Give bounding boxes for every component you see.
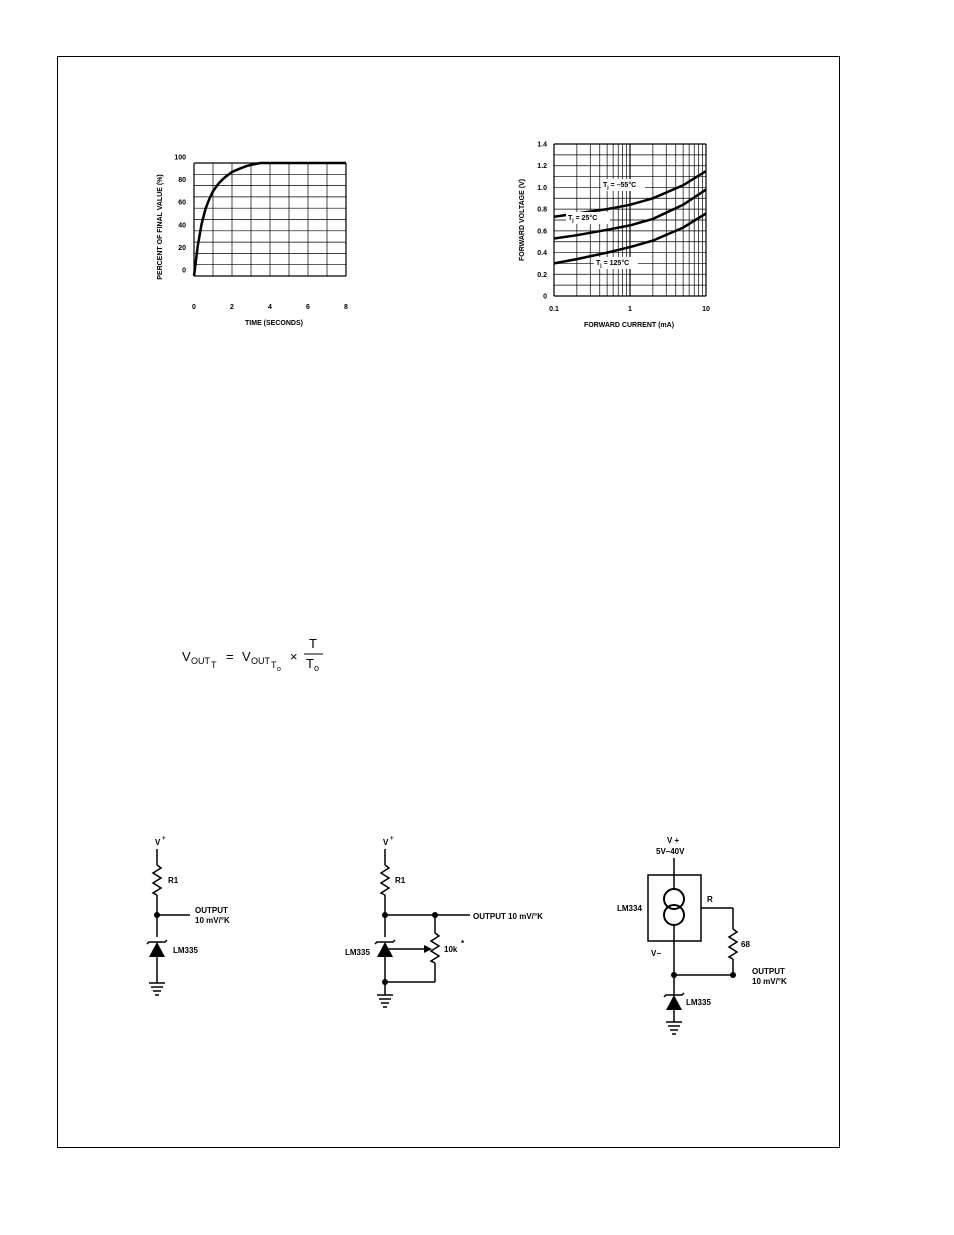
output-label: OUTPUT	[195, 906, 228, 915]
eq-out: OUT	[191, 656, 210, 666]
response-time-chart	[150, 135, 370, 340]
r1-resistor	[381, 865, 389, 895]
vplus-label: V	[155, 838, 161, 847]
series-label: $T_j = -55^\circ C$	[603, 182, 637, 191]
eq-sub-to: T	[271, 660, 277, 670]
device-label: LM335	[686, 998, 711, 1007]
y-tick-label: 0.4	[537, 250, 547, 258]
y-tick-label: 0	[182, 267, 186, 275]
ground-icon	[149, 983, 165, 995]
output-scale: 10 mV/°K	[195, 916, 230, 925]
device-label: LM335	[345, 948, 370, 957]
ground-icon	[666, 1022, 682, 1034]
res-label: 68	[741, 940, 750, 949]
vplus-sup: +	[162, 836, 166, 842]
r68-resistor	[729, 929, 737, 959]
x-tick-label: 4	[268, 304, 272, 311]
eq-v2: V	[242, 649, 251, 664]
y-tick-label: 0.6	[537, 228, 547, 236]
y-tick-label: 40	[178, 222, 186, 230]
ground-icon	[377, 995, 393, 1007]
vplus-label: V +	[667, 836, 680, 845]
x-tick-label: 0	[192, 304, 196, 311]
r1-label: R1	[168, 876, 179, 885]
pot-10k	[431, 933, 439, 963]
y-axis-label: PERCENT OF FINAL VALUE (%)	[157, 174, 164, 280]
eq-equals: =	[226, 649, 234, 664]
x-tick-label: 6	[306, 304, 310, 311]
eq-times: ×	[290, 649, 298, 664]
device-label: LM335	[173, 946, 198, 955]
wiper-arrow	[424, 945, 432, 953]
y-axis-label: FORWARD VOLTAGE (V)	[519, 178, 526, 262]
y-tick-label: 20	[178, 244, 186, 252]
basic-sensor-circuit	[140, 825, 270, 1010]
eq-numerator: T	[309, 636, 317, 651]
lm335-diode	[666, 995, 682, 1010]
supply-range: 5V–40V	[656, 847, 685, 856]
y-tick-label: 0.2	[537, 271, 547, 279]
series-label: $T_j = 125^\circ C$	[596, 260, 630, 269]
pot-star: *	[461, 939, 465, 948]
r1-resistor	[153, 865, 161, 895]
x-tick-label: 1	[628, 306, 632, 313]
y-tick-label: 1.4	[537, 141, 547, 149]
x-tick-label: 8	[344, 304, 348, 311]
pot-label: 10k	[444, 945, 458, 954]
forward-voltage-chart	[510, 135, 730, 340]
vplus-sup: +	[390, 836, 394, 842]
x-axis-label: TIME (SECONDS)	[245, 320, 303, 327]
y-tick-label: 1.2	[537, 163, 547, 171]
source-label: LM334	[617, 904, 642, 913]
r1-label: R1	[395, 876, 406, 885]
wide-supply-circuit	[610, 825, 810, 1040]
lm335-diode	[149, 942, 165, 957]
output-label: OUTPUT	[752, 967, 785, 976]
calibrated-sensor-circuit	[340, 825, 570, 1015]
vminus-label: V−	[651, 949, 662, 958]
eq-denominator: T	[306, 656, 314, 671]
x-axis-label: FORWARD CURRENT (mA)	[583, 322, 675, 329]
y-tick-label: 80	[178, 177, 186, 185]
eq-v: V	[182, 649, 191, 664]
output-scale: 10 mV/°K	[752, 977, 787, 986]
y-tick-label: 1.0	[537, 184, 547, 192]
series-label: $T_j = 25^\circ C$	[568, 215, 598, 224]
y-tick-label: 60	[178, 199, 186, 207]
eq-out2: OUT	[251, 656, 270, 666]
x-tick-label: 10	[702, 306, 710, 313]
y-tick-label: 100	[174, 154, 186, 162]
eq-sub-t: T	[211, 660, 217, 670]
y-tick-label: 0.8	[537, 206, 547, 214]
x-tick-label: 2	[230, 304, 234, 311]
calibration-equation	[175, 630, 345, 680]
eq-denominator-sub: o	[314, 663, 320, 673]
output-label: OUTPUT 10 mV/°K	[473, 912, 543, 921]
r-label: R	[707, 895, 713, 904]
x-tick-label: 0.1	[549, 306, 559, 313]
eq-sub-to-o: o	[277, 666, 281, 673]
y-tick-label: 0	[543, 293, 547, 301]
vplus-label: V	[383, 838, 389, 847]
